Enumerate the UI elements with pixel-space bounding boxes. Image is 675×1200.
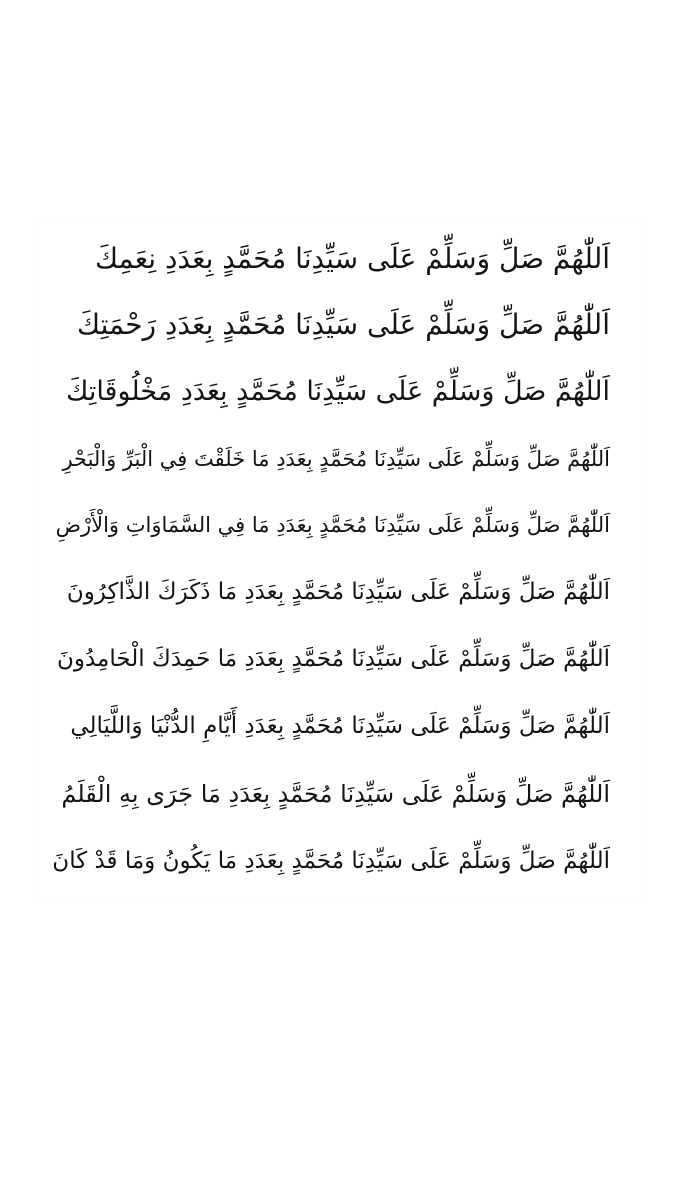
salawat-line-10: اَللّٰهُمَّ صَلِّ وَسَلِّمْ عَلَى سَيِّدِنَا مُحَمَّدٍ بِعَدَدِ مَا يَكُونُ وَمَا قَدْ كَانَ	[52, 848, 610, 874]
salawat-line-2: اَللّٰهُمَّ صَلِّ وَسَلِّمْ عَلَى سَيِّدِنَا مُحَمَّدٍ بِعَدَدِ رَحْمَتِكَ	[76, 308, 610, 341]
salawat-line-5: اَللّٰهُمَّ صَلِّ وَسَلِّمْ عَلَى سَيِّدِنَا مُحَمَّدٍ بِعَدَدِ مَا فِي السَّمَاوَاتِ وَالْأَرْضِ	[55, 513, 610, 537]
salawat-line-7: اَللّٰهُمَّ صَلِّ وَسَلِّمْ عَلَى سَيِّدِنَا مُحَمَّدٍ بِعَدَدِ مَا حَمِدَكَ الْحَامِدُونَ	[56, 646, 610, 672]
salawat-line-3: اَللّٰهُمَّ صَلِّ وَسَلِّمْ عَلَى سَيِّدِنَا مُحَمَّدٍ بِعَدَدِ مَخْلُوقَاتِكَ	[66, 376, 610, 407]
salawat-line-1: اَللّٰهُمَّ صَلِّ وَسَلِّمْ عَلَى سَيِّدِنَا مُحَمَّدٍ بِعَدَدِ نِعَمِكَ	[94, 242, 610, 275]
salawat-line-4: اَللّٰهُمَّ صَلِّ وَسَلِّمْ عَلَى سَيِّدِنَا مُحَمَّدٍ بِعَدَدِ مَا خَلَقْتَ فِي الْبَرِّ وَالْبَحْرِ	[62, 447, 610, 471]
text-panel	[38, 222, 644, 902]
salawat-line-9: اَللّٰهُمَّ صَلِّ وَسَلِّمْ عَلَى سَيِّدِنَا مُحَمَّدٍ بِعَدَدِ مَا جَرَى بِهِ الْقَلَمُ	[61, 780, 610, 808]
salawat-line-6: اَللّٰهُمَّ صَلِّ وَسَلِّمْ عَلَى سَيِّدِنَا مُحَمَّدٍ بِعَدَدِ مَا ذَكَرَكَ الذَّاكِرُونَ	[66, 579, 610, 605]
salawat-line-8: اَللّٰهُمَّ صَلِّ وَسَلِّمْ عَلَى سَيِّدِنَا مُحَمَّدٍ بِعَدَدِ أَيَّامِ الدُّنْيَا وَاللَّيَالِي	[70, 713, 610, 739]
salawat-list	[38, 222, 644, 902]
